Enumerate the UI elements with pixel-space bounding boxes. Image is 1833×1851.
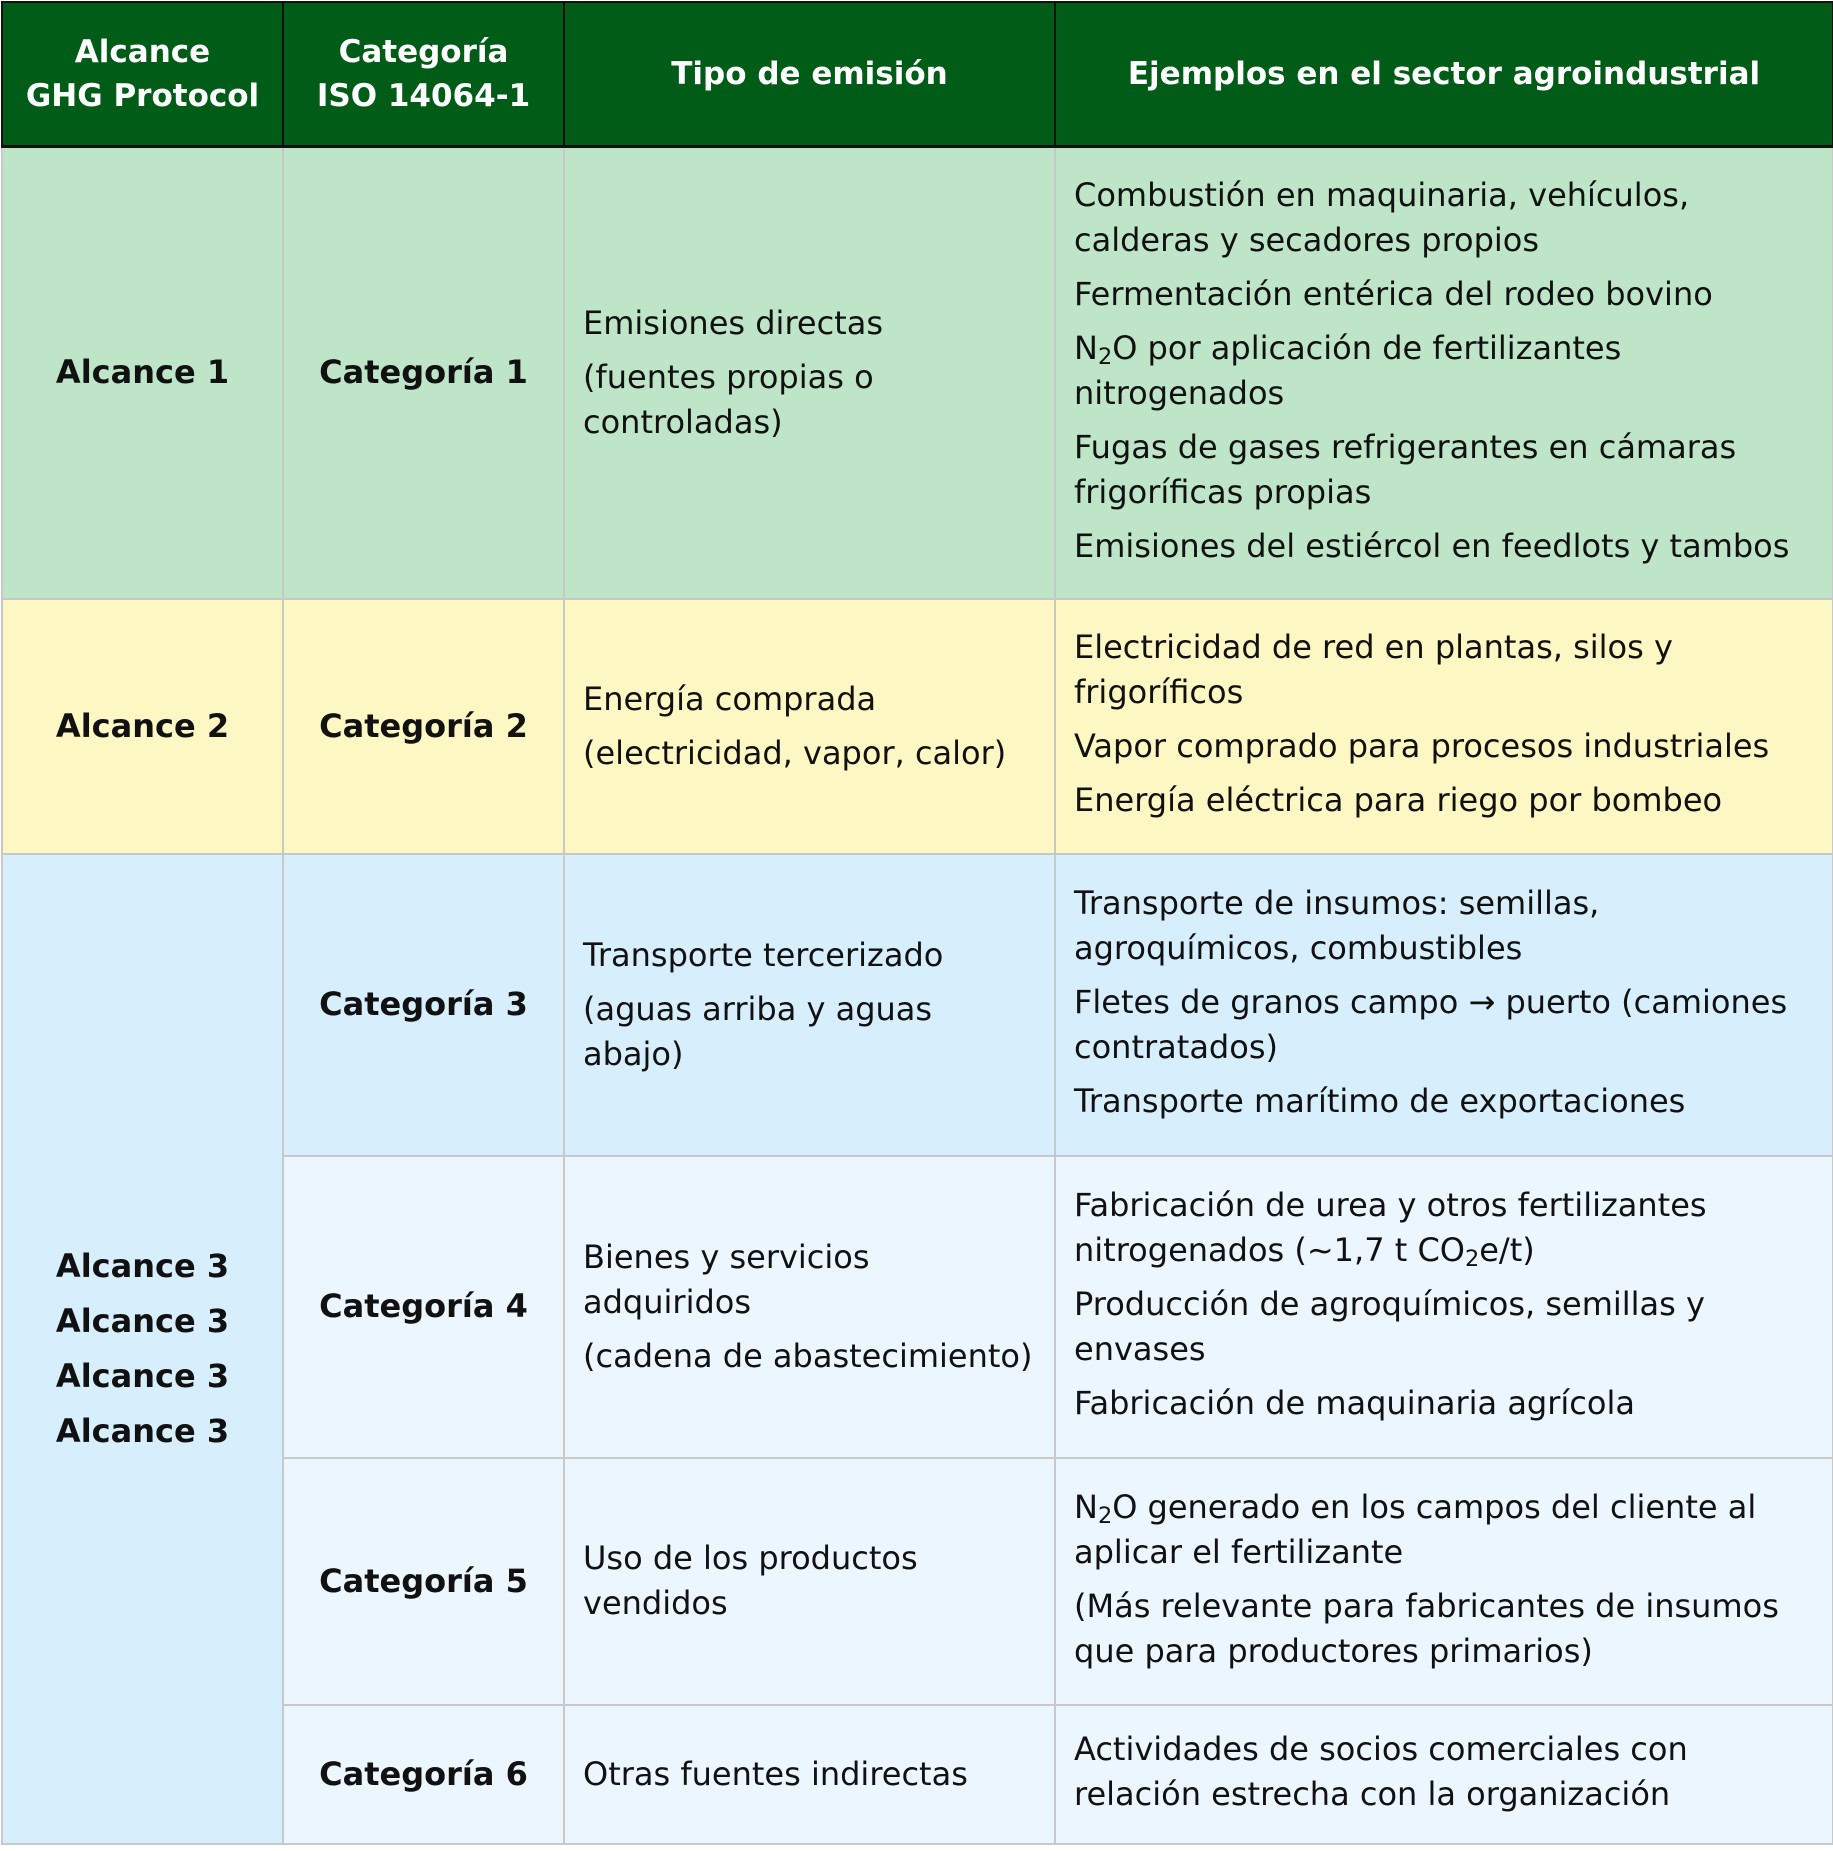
scope-cell	[2, 854, 283, 1844]
table-row	[2, 599, 1833, 854]
example-item: Combustión en maquinaria, vehículos, calderas y secadores propios	[1074, 175, 1690, 259]
scope-line: Alcance 3	[55, 1411, 230, 1450]
type-cell	[564, 1705, 1055, 1844]
type-cell	[564, 147, 1055, 599]
header-scope-line1: Alcance	[74, 34, 211, 70]
type-cell	[564, 854, 1055, 1156]
category-cell: Categoría 6	[283, 1705, 564, 1844]
type-line: Uso de los productos vendidos	[583, 1539, 918, 1622]
category-cell: Categoría 3	[283, 854, 564, 1156]
example-item: Fabricación de maquinaria agrícola	[1074, 1384, 1635, 1422]
table-row	[2, 854, 1833, 1156]
header-row	[2, 2, 1833, 147]
example-item: Energía eléctrica para riego por bombeo	[1074, 781, 1723, 819]
examples-cell	[1055, 1705, 1833, 1844]
example-item: Transporte marítimo de exportaciones	[1074, 1082, 1686, 1120]
example-item: Fletes de granos campo → puerto (camiones contratados)	[1074, 983, 1788, 1066]
header-type: Tipo de emisión	[564, 2, 1055, 147]
type-line: Transporte tercerizado	[583, 935, 944, 974]
examples-cell	[1055, 1458, 1833, 1705]
header-category-line1: Categoría	[338, 34, 509, 70]
type-line: (cadena de abastecimiento)	[583, 1336, 1033, 1375]
header-examples: Ejemplos en el sector agroindustrial	[1055, 2, 1833, 147]
type-line: (fuentes propias o controladas)	[583, 357, 874, 441]
scope-line: Alcance 3	[55, 1246, 230, 1285]
category-cell: Categoría 1	[283, 147, 564, 599]
example-item: Actividades de socios comerciales con relación estrecha con la organización	[1074, 1730, 1688, 1813]
category-cell: Categoría 5	[283, 1458, 564, 1705]
header-category	[283, 2, 564, 147]
type-line: Emisiones directas	[583, 303, 883, 342]
examples-cell	[1055, 1156, 1833, 1458]
example-item: Emisiones del estiércol en feedlots y tambos	[1074, 526, 1790, 565]
example-item: Fabricación de urea y otros fertilizantes nitrogenados (~1,7 t $CO_2e/t$)	[1074, 1186, 1707, 1272]
type-line: Otras fuentes indirectas	[583, 1754, 968, 1793]
example-item: Electricidad de red en plantas, silos y frigoríficos	[1074, 628, 1673, 711]
table-row	[2, 147, 1833, 599]
type-cell	[564, 1458, 1055, 1705]
type-line: Energía comprada	[583, 679, 877, 718]
example-item: $N_2O$ generado en los campos del cliente al aplicar el fertilizante	[1074, 1487, 1757, 1571]
example-item: Vapor comprado para procesos industriales	[1074, 727, 1770, 765]
examples-cell	[1055, 854, 1833, 1156]
scope-line: Alcance 3	[55, 1356, 230, 1395]
example-item: $N_2O$ por aplicación de fertilizantes nitrogenados	[1074, 328, 1622, 412]
examples-cell	[1055, 147, 1833, 599]
type-line: (aguas arriba y aguas abajo)	[583, 989, 933, 1073]
type-cell	[564, 1156, 1055, 1458]
header-category-line2: ISO 14064-1	[316, 78, 531, 114]
scope-cell: Alcance 1	[2, 147, 283, 599]
type-line: (electricidad, vapor, calor)	[583, 733, 1007, 772]
scope-line: Alcance 3	[55, 1301, 230, 1340]
type-line: Bienes y servicios adquiridos	[583, 1237, 870, 1321]
category-cell: Categoría 4	[283, 1156, 564, 1458]
scope-cell: Alcance 2	[2, 599, 283, 854]
header-scope	[2, 2, 283, 147]
example-item: Fermentación entérica del rodeo bovino	[1074, 274, 1713, 313]
header-scope-line2: GHG Protocol	[25, 78, 260, 114]
example-item: Transporte de insumos: semillas, agroquímicos, combustibles	[1074, 884, 1600, 967]
example-item: Producción de agroquímicos, semillas y envases	[1074, 1285, 1705, 1368]
category-cell: Categoría 2	[283, 599, 564, 854]
example-item: (Más relevante para fabricantes de insumos que para productores primarios)	[1074, 1586, 1779, 1670]
ghg-scopes-table	[1, 1, 1833, 1845]
examples-cell	[1055, 599, 1833, 854]
example-item: Fugas de gases refrigerantes en cámaras frigoríficas propias	[1074, 427, 1737, 511]
type-cell	[564, 599, 1055, 854]
